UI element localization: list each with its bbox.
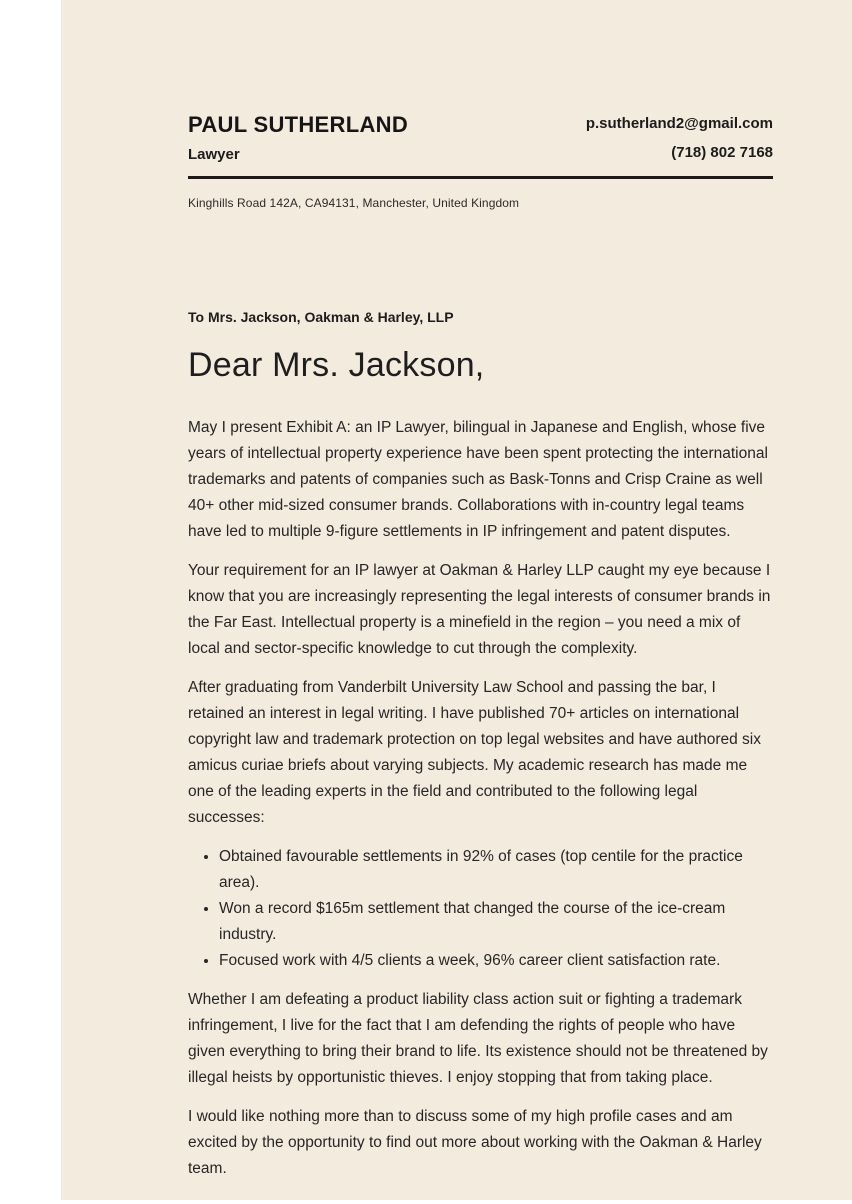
- recipient-line: To Mrs. Jackson, Oakman & Harley, LLP: [188, 309, 454, 326]
- letterhead-divider: [188, 176, 773, 179]
- achievement-item-3: • Focused work with 4/5 clients a week, 96% career client satisfaction rate.: [219, 948, 773, 974]
- paragraph-2: Your requirement for an IP lawyer at Oakman & Harley LLP caught my eye because I know that you are increasingly representing the legal interests of consumer brands in the Far East. Intellectual property is a minefield in the region – you need a mix of local and sector-specific knowledge to cut through the complexity.: [188, 562, 771, 658]
- person-job-title: Lawyer: [188, 146, 240, 164]
- paragraph-1: May I present Exhibit A: an IP Lawyer, bilingual in Japanese and English, whose five years of intellectual property experience have been spent protecting the international trademarks and patents of companies such as Bask-Tonns and Crisp Craine as well 40+ other mid-sized consumer brands. Collaborations with in-country legal teams have led to multiple 9-figure settlements in IP infringement and patent disputes.: [188, 419, 768, 541]
- identity-block: [188, 112, 408, 163]
- paragraph-5: I would like nothing more than to discuss some of my high profile cases and am excited by the opportunity to find out more about working with the Oakman & Harley team.: [188, 1108, 762, 1178]
- email-address: p.sutherland2@gmail.com: [585, 115, 773, 132]
- phone-number: (718) 802 7168: [671, 144, 773, 161]
- postal-address: Kinghills Road 142A, CA94131, Manchester, United Kingdom: [188, 196, 520, 211]
- achievement-item-1: • Obtained favourable settlements in 92% of cases (top centile for the practice area).: [219, 844, 773, 896]
- paragraph-4: Whether I am defeating a product liability class action suit or fighting a trademark infringement, I live for the fact that I am defending the rights of people who have given everything to bring their brand to life. Its existence should not be threatened by illegal heists by opportunistic thieves. I enjoy stopping that from taking place.: [188, 991, 768, 1087]
- letter-page: [61, 0, 852, 1200]
- contact-block: [586, 112, 773, 162]
- achievement-list: [188, 844, 773, 974]
- salutation-heading: Dear Mrs. Jackson,: [188, 346, 485, 385]
- person-name: PAUL SUTHERLAND: [188, 112, 409, 137]
- paragraph-3: After graduating from Vanderbilt University Law School and passing the bar, I retained an interest in legal writing. I have published 70+ articles on international copyright law and trademark protection on top legal websites and have authored six amicus curiae briefs about varying subjects. My academic research has made me one of the leading experts in the field and contributed to the following legal successes:: [188, 679, 761, 827]
- letter-content: [61, 0, 852, 1182]
- achievement-item-2: • Won a record $165m settlement that changed the course of the ice-cream industry.: [219, 896, 773, 948]
- letter-body: [188, 415, 773, 1182]
- letterhead: [188, 112, 773, 163]
